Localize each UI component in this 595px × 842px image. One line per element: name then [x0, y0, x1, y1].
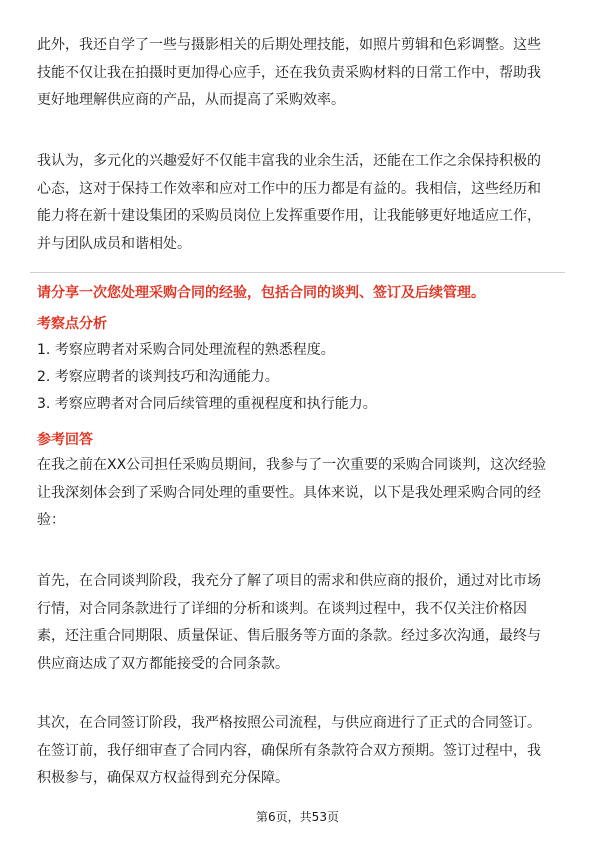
text-line: 在我之前在XX公司担任采购员期间，我参与了一次重要的采购合同谈判，这次经验 — [37, 457, 547, 473]
text-line: 技能不仅让我在拍摄时更加得心应手，还在我负责采购材料的日常工作中，帮助我 — [37, 64, 541, 81]
text-line: 并与团队成员和谐相处。 — [37, 236, 191, 253]
analysis-point: 3. 考察应聘者对合同后续管理的重视程度和执行能力。 — [37, 396, 377, 412]
section-divider — [30, 272, 565, 273]
text-line: 心态，这对于保持工作效率和应对工作中的压力都是有益的。我相信，这些经历和 — [37, 180, 541, 197]
intro-paragraph-2 — [37, 148, 565, 259]
analysis-point: 1. 考察应聘者对采购合同处理流程的熟悉程度。 — [37, 342, 335, 358]
text-line: 行情，对合同条款进行了详细的分析和谈判。在谈判过程中，我不仅关注价格因 — [37, 600, 527, 617]
text-line: 我认为，多元化的兴趣爱好不仅能丰富我的业余生活，还能在工作之余保持积极的 — [37, 153, 541, 169]
intro-paragraph-1 — [37, 32, 565, 115]
answer-paragraph-2 — [37, 568, 565, 679]
analysis-point: 2. 考察应聘者的谈判技巧和沟通能力。 — [37, 369, 279, 385]
answer-paragraph-3 — [37, 710, 565, 793]
answer-paragraph-1 — [37, 452, 565, 535]
text-line: 在签订前，我仔细审查了合同内容，确保所有条款符合双方预期。签订过程中，我 — [37, 742, 541, 759]
text-line: 素，还注重合同期限、质量保证、售后服务等方面的条款。经过多次沟通，最终与 — [37, 628, 541, 645]
text-line: 让我深刻体会到了采购合同处理的重要性。具体来说，以下是我处理采购合同的经 — [37, 484, 541, 501]
answer-heading: 参考回答 — [37, 432, 93, 448]
text-line: 积极参与，确保双方权益得到充分保障。 — [37, 770, 289, 787]
analysis-heading: 考察点分析 — [37, 316, 107, 332]
text-line: 验： — [37, 512, 65, 529]
text-line: 更好地理解供应商的产品，从而提高了采购效率。 — [37, 92, 345, 109]
text-line: 此外，我还自学了一些与摄影相关的后期处理技能，如照片剪辑和色彩调整。这些 — [37, 37, 541, 53]
interview-question: 请分享一次您处理采购合同的经验，包括合同的谈判、签订及后续管理。 — [37, 285, 485, 301]
text-line: 首先，在合同谈判阶段，我充分了解了项目的需求和供应商的报价，通过对比市场 — [37, 573, 541, 589]
text-line: 其次，在合同签订阶段，我严格按照公司流程，与供应商进行了正式的合同签订。 — [37, 715, 541, 731]
page-number: 第6页，共53页 — [256, 810, 339, 824]
text-line: 供应商达成了双方都能接受的合同条款。 — [37, 656, 289, 673]
text-line: 能力将在新十建设集团的采购员岗位上发挥重要作用，让我能够更好地适应工作， — [37, 208, 541, 225]
